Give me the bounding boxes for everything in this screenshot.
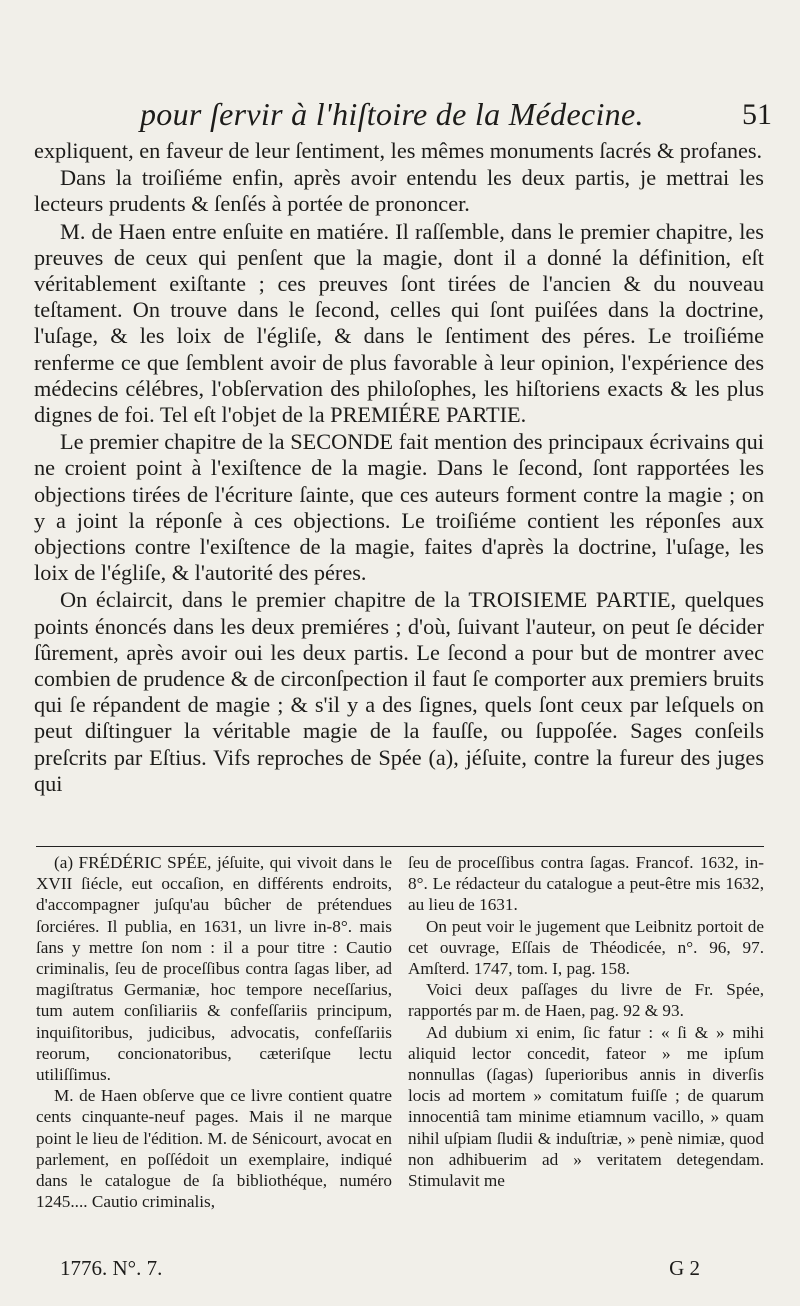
main-paragraph: Dans la troiſiéme enfin, après avoir entendu les deux partis, je mettrai les lecteurs prudents & ſenſés à portée de prononcer. bbox=[34, 165, 764, 217]
main-paragraph: On éclaircit, dans le premier chapitre de la TROISIEME PARTIE, quelques points énoncés dans les deux premiéres ; d'où, ſuivant l'auteur, on peut ſe décider ſûrement, après avoir oui les deux partis. Le ſecond a pour but de montrer avec combien de prudence & de circonſpection il faut ſe comporter aux premiers bruits qui ſe répandent de magie ; & s'il y a des ſignes, quels ſont ceux par leſquels on peut diſtinguer la véritable magie de la fauſſe, ou ſuppoſée. Sages conſeils preſcrits par Eſtius. Vifs reproches de Spée (a), jéſuite, contre la fureur des juges qui bbox=[34, 587, 764, 796]
main-text bbox=[34, 138, 764, 797]
footnote-rule bbox=[36, 846, 764, 847]
main-paragraph: Le premier chapitre de la SECONDE fait mention des principaux écrivains qui ne croient point à l'exiſtence de la magie. Dans le ſecond, ſont rapportées les objections tirées de l'écriture ſainte, que ces auteurs forment contre la magie ; on y a joint la réponſe à ces objections. Le troiſiéme contient les réponſes aux objections contre l'exiſtence de la magie, faites d'après la doctrine, l'uſage, les loix de l'égliſe, & l'autorité des péres. bbox=[34, 429, 764, 586]
main-paragraph: expliquent, en faveur de leur ſentiment, les mêmes monuments ſacrés & profanes. bbox=[34, 138, 763, 163]
footnote-left-column bbox=[36, 852, 392, 1212]
main-paragraph: M. de Haen entre enſuite en matiére. Il raſſemble, dans le premier chapitre, les preuves de ceux qui penſent que la magie, dont il a donné la définition, eſt véritablement exiſtante ; ces preuves ſont tirées de l'ancien & du nouveau teſtament. On trouve dans le ſecond, celles qui ſont puiſées dans la doctrine, l'uſage, & les loix de l'égliſe, & dans le ſentiment des péres. Le troiſiéme renferme ce que ſemblent avoir de plus favorable à leur opinion, l'expérience des médecins célébres, l'obſervation des philoſophes, les hiſtoriens exacts & les plus dignes de foi. Tel eſt l'objet de la PREMIÉRE PARTIE. bbox=[34, 218, 764, 428]
footnote-paragraph: M. de Haen obſerve que ce livre contient quatre cents cinquante-neuf pages. Mais il ne marque point le lieu de l'édition. M. de Sénicourt, avocat en parlement, en poſſédoit un exemplaire, indiqué dans le catalogue de ſa bibliothéque, numéro 1245.... Cautio criminalis, bbox=[36, 1086, 392, 1212]
page-number: 51 bbox=[742, 98, 772, 131]
footnote-paragraph: Ad dubium xi enim, ſic fatur : « ſi & » mihi aliquid lector concedit, fateor » me ipſum nonnullas (ſagas) ſuperioribus annis in diverſis locis ad mortem » comitatum fuiſſe ; de quarum innocentiâ tam minime etiamnum vacillo, » quam nihil uſpiam ſludii & induſtriæ, » penè nimiæ, quod non adhibuerim ad » veritatem detegendam. Stimulavit me bbox=[408, 1022, 764, 1191]
page-footer bbox=[60, 1256, 700, 1290]
running-title: pour ſervir à l'hiſtoire de la Médecine. bbox=[140, 96, 644, 132]
footnote-right-column bbox=[408, 852, 764, 1191]
footnote-paragraph: (a) FRÉDÉRIC SPÉE, jéſuite, qui vivoit dans le XVII ſiécle, eut occaſion, en différents endroits, d'accompagner juſqu'au bûcher de prétendues ſorciéres. Il publia, en 1631, un livre in-8°. mais ſans y mettre ſon nom : il a pour titre : Cautio criminalis, ſeu de proceſſibus contra ſagas liber, ad magiſtratus Germaniæ, hoc tempore neceſſarius, tum autem conſiliariis & confeſſariis principum, inquiſitoribus, judicibus, advocatis, confeſſariis reorum, concionatoribus, cæteriſque lectu utiliſſimus. bbox=[36, 853, 392, 1085]
signature-mark: G 2 bbox=[669, 1256, 700, 1280]
issue-number: 1776. N°. 7. bbox=[60, 1256, 163, 1280]
footnote-paragraph: ſeu de proceſſibus contra ſagas. Francof. 1632, in-8°. Le rédacteur du catalogue a peut-être mis 1632, au lieu de 1631. bbox=[408, 853, 764, 915]
page-header bbox=[140, 96, 780, 140]
footnote-paragraph: On peut voir le jugement que Leibnitz portoit de cet ouvrage, Eſſais de Théodicée, n°. 96, 97. Amſterd. 1747, tom. I, pag. 158. bbox=[408, 916, 764, 979]
footnote-paragraph: Voici deux paſſages du livre de Fr. Spée, rapportés par m. de Haen, pag. 92 & 93. bbox=[408, 980, 764, 1021]
